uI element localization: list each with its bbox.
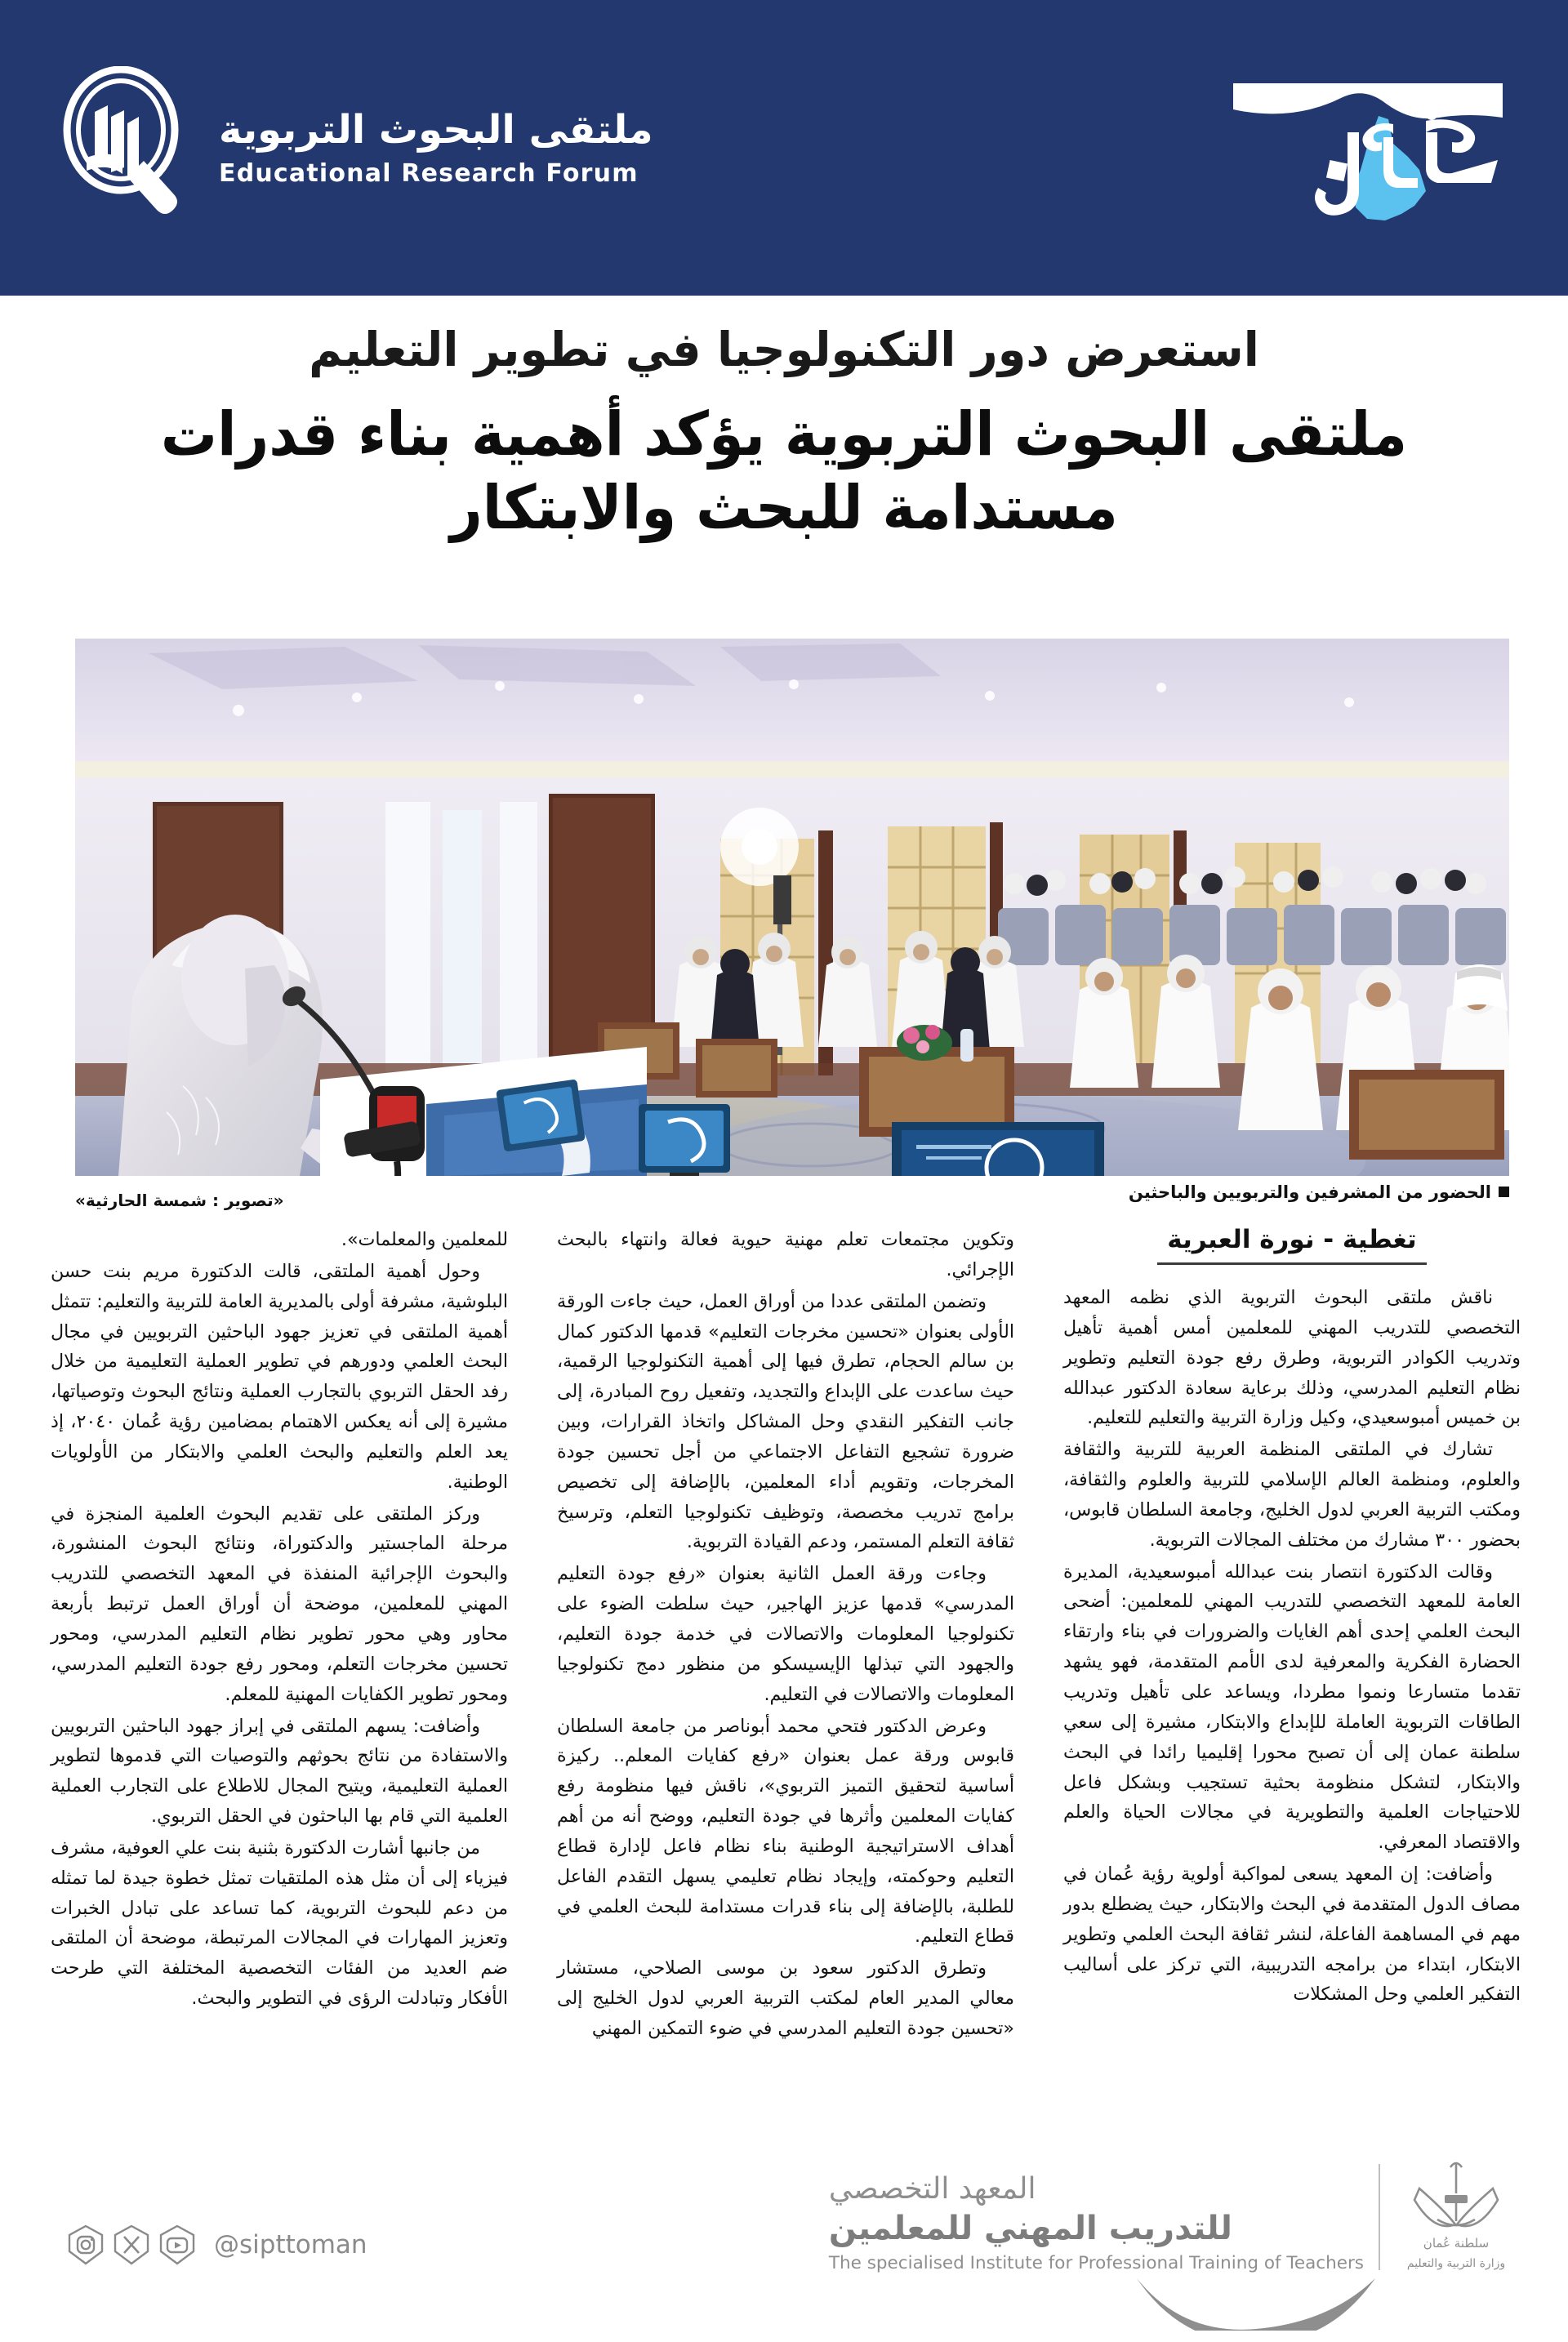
paragraph: للمعلمين والمعلمات». — [341, 1229, 508, 1250]
svg-text:وزارة التربية والتعليم: وزارة التربية والتعليم — [1406, 2257, 1506, 2270]
paragraph: تشارك في الملتقى المنظمة العربية للتربية والثقافة والعلوم، ومنظمة العالم الإسلامي للتربية والعلوم والثقافة، ومكتب التربية العربي لدول الخليج، وجامعة السلطان قابوس، بحضور ٣٠٠ مشارك من مختلف المجالات التربوية. — [1063, 1439, 1521, 1551]
swoosh-icon — [1134, 2277, 1379, 2331]
social-links — [67, 2224, 368, 2265]
logo-divider — [1379, 2164, 1380, 2270]
article-column-right — [1063, 1225, 1521, 2107]
paragraph: وتضمن الملتقى عددا من أوراق العمل، حيث جاءت الورقة الأولى بعنوان «تحسين مخرجات التعليم» قدمها الدكتور كمال بن سالم الحجام، تطرق فيها إلى أهمية التكنولوجيا الرقمية، حيث ساعدت على الإبداع والتجديد، وتفعيل روح المبادرة، إلى جانب التفكير النقدي وحل المشاكل واتخاذ القرارات، وبين ضرورة تشجيع التفاعل الاجتماعي من أجل تحسين جودة المخرجات، وتقويم أداء المعلمين، بالإضافة إلى تخصيص برامج تدريب مخصصة، وتوظيف تكنولوجيا التعلم، وترسيخ ثقافة التعلم المستمر، ودعم القيادة التربوية. — [557, 1290, 1014, 1553]
photo-caption — [1129, 1182, 1509, 1202]
social-handle[interactable]: @sipttoman — [214, 2230, 368, 2260]
photo-caption-text: الحضور من المشرفين والتربويين والباحثين — [1128, 1182, 1491, 1202]
institute-logo — [829, 2156, 1517, 2295]
forum-title-en: Educational Research Forum — [219, 158, 639, 188]
headline-main: ملتقى البحوث التربوية يؤكد أهمية بناء قدرات مستدامة للبحث والابتكار — [160, 398, 1408, 543]
paragraph: وحول أهمية الملتقى، قالت الدكتورة مريم بنت حسن البلوشية، مشرفة أولى بالمديرية العامة للتربية والتعليم: تتمثل أهمية الملتقى في تعزيز جهود الباحثين التربويين في مجال البحث العلمي ودورهم في تطوير العملية التعليمية من خلال رفد الحقل التربوي بالتجارب العملية ونتائج البحوث وتوصياتها، مشيرة إلى أنه يعكس الاهتمام بمضامين رؤية عُمان ٢٠٤٠، إذ يعد العلم والتعليم والبحث العلمي والابتكار من الأولويات الوطنية. — [51, 1260, 508, 1493]
event-photo-image — [75, 639, 1509, 1176]
caption-bullet-icon — [1499, 1187, 1509, 1197]
paragraph: وركز الملتقى على تقديم البحوث العلمية المنجزة في مرحلة الماجستير والدكتوراة، ونتائج البحوث المنشورة، والبحوث الإجرائية المنفذة في المعهد التخصصي للتدريب المهني للمعلمين، موضحة أن أوراق العمل ترتبط بأربعة محاور وهي محور تطوير نظام التعليم المدرسي، ومحور تحسين مخرجات التعلم، ومحور رفع جودة التعليم المدرسي، ومحور تطوير الكفايات المهنية للمعلم. — [51, 1503, 508, 1705]
article-byline: تغطية - نورة العبرية — [1167, 1225, 1417, 1254]
youtube-icon[interactable] — [158, 2224, 196, 2265]
institute-name-line2: للتدريب المهني للمعلمين — [828, 2210, 1232, 2247]
institute-name-line1: المعهد التخصصي — [828, 2172, 1036, 2206]
page-header — [0, 0, 1568, 296]
event-photo — [75, 639, 1509, 1176]
svg-text:سلطنة عُمان: سلطنة عُمان — [1423, 2236, 1490, 2251]
institute-wordmark — [829, 2156, 1364, 2273]
paragraph: وتكوين مجتمعات تعلم مهنية حيوية فعالة وانتهاء بالبحث الإجرائي. — [557, 1229, 1014, 1280]
paragraph: وجاءت ورقة العمل الثانية بعنوان «رفع جودة التعليم المدرسي» قدمها عزيز الهاجير، حيث سلطت الضوء على تكنولوجيا المعلومات والاتصالات في خدمة جودة التعليم، والجهود التي تبذلها الإيسيسكو من منظور دمج تكنولوجيا المعلومات والاتصالات في التعليم. — [557, 1563, 1014, 1705]
headline-kicker: استعرض دور التكنولوجيا في تطوير التعليم — [309, 322, 1259, 377]
photo-credit: «تصوير : شمسة الحارثية» — [75, 1191, 284, 1210]
page-footer — [0, 2156, 1568, 2342]
forum-brand-lockup — [57, 66, 653, 229]
headline-block — [0, 320, 1568, 545]
instagram-icon[interactable] — [67, 2224, 105, 2265]
paragraph: من جانبها أشارت الدكتورة بثنية بنت علي العوفية، مشرف فيزياء إلى أن مثل هذه الملتقيات تمثل خطوة جيدة لما تمثله من دعم للبحوث التربوية، كما تساعد على تبادل الخبرات وتعزيز المهارات في المجالات المرتبطة، موضحة أن الملتقى ضم العديد من الفئات التخصصية المختلفة التي طرحت الأفكار وتبادلت الرؤى في التطوير والبحث. — [51, 1837, 508, 2010]
article-column-middle — [557, 1225, 1014, 2107]
article-column-left — [51, 1225, 508, 2107]
column-left-text — [51, 1225, 508, 2014]
photo-caption-row — [75, 1182, 1509, 1215]
paragraph: ناقش ملتقى البحوث التربوية الذي نظمه المعهد التخصصي للتدريب المهني للمعلمين أمس أهمية تأهيل وتدريب الكوادر التربوية، وطرق رفع جودة التعليم وتطوير نظام التعليم المدرسي، وذلك برعاية سعادة الدكتور عبدالله بن خميس أمبوسعيدي، وكيل وزارة التربية والتعليم للتعليم. — [1063, 1287, 1521, 1429]
forum-title-ar: ملتقى البحوث التربوية — [219, 106, 653, 153]
oman-national-emblem-icon — [1395, 2156, 1517, 2295]
institute-name-en: The specialised Institute for Professional Training of Teachers — [828, 2253, 1364, 2273]
paragraph: وأضافت: إن المعهد يسعى لمواكبة أولوية رؤية عُمان في مصاف الدول المتقدمة في البحث والابتكار، حيث يضطلع بدور مهم في المساهمة الفاعلة، لنشر ثقافة البحث العلمي وتطوير الابتكار، ابتداء من برامجه التدريبية، التي تركز على أساليب التفكير العلمي وحل المشكلات — [1063, 1863, 1521, 2006]
oman-wordmark-logo-icon — [1233, 46, 1503, 250]
forum-brand-text — [219, 107, 653, 189]
magnifier-book-logo-icon — [57, 66, 196, 229]
x-twitter-icon[interactable] — [113, 2224, 150, 2265]
column-right-text — [1063, 1283, 1521, 2010]
paragraph: وقالت الدكتورة انتصار بنت عبدالله أمبوسعيدية، المديرة العامة للمعهد التخصصي للتدريب المهني للمعلمين: أضحى البحث العلمي إحدى أهم الغايات والضرورات في بناء وارتقاء الحضارة الفكرية والمعرفية لدى الأمم المتقدمة، فهو يشهد تقدما متسارعا ونموا مطردا، ويساعد على تأهيل وتدريب الطاقات التربوية العاملة للإبداع والابتكار، مشيرة إلى سعي سلطنة عمان إلى أن تصبح محورا إقليميا رائدا في البحث والابتكار، لتشكل منظومة بحثية تستجيب وبشكل فاعل للاحتياجات العلمية والتطويرية في مجالات الحياة والعلم والاقتصاد المعرفي. — [1063, 1561, 1521, 1854]
paragraph: وأضافت: يسهم الملتقى في إبراز جهود الباحثين التربويين والاستفادة من نتائج بحوثهم والتوصيات التي قدموها لتطوير العملية التعليمية، ويتيح المجال للاطلاع على التجارب العملية العلمية التي قام بها الباحثون في الحقل التربوي. — [51, 1715, 508, 1828]
column-middle-text — [557, 1225, 1014, 2044]
article-body — [51, 1225, 1521, 2107]
paragraph: وعرض الدكتور فتحي محمد أبوناصر من جامعة السلطان قابوس ورقة عمل بعنوان «رفع كفايات المعلم.. ركيزة أساسية لتحقيق التميز التربوي»، ناقش فيها منظومة رفع كفايات المعلمين وأثرها في جودة التعليم، ووضح أنه من أهم أهداف الاستراتيجية الوطنية بناء نظام فاعل لإدارة قطاع التعليم وحوكمته، وإيجاد نظام تعليمي يسهل التقدم الفاعل للطلبة، بالإضافة إلى بناء قدرات مستدامة للبحث العلمي في قطاع التعليم. — [557, 1715, 1014, 1948]
paragraph: وتطرق الدكتور سعود بن موسى الصلاحي، مستشار معالي المدير العام لمكتب التربية العربي لدول الخليج إلى «تحسين جودة التعليم المدرسي في ضوء التمكين المهني — [557, 1957, 1014, 2039]
byline-divider — [1157, 1262, 1427, 1265]
